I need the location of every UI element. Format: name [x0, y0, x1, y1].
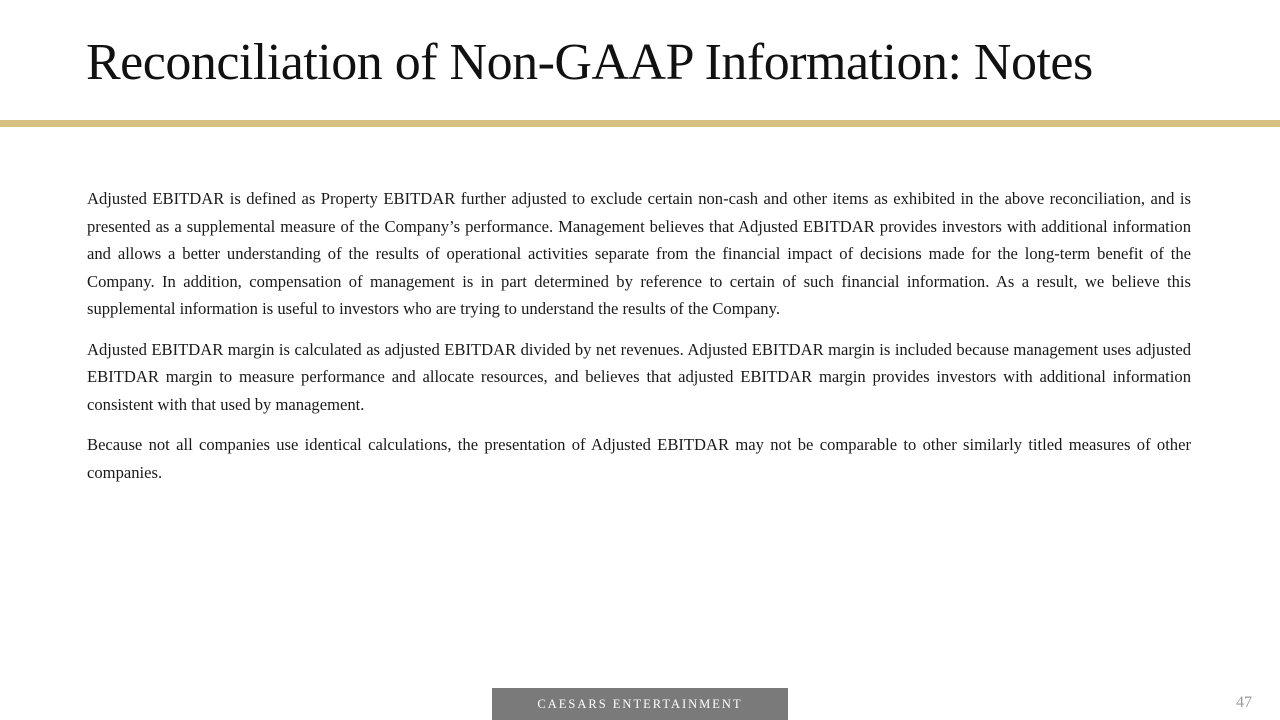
footer-brand-banner: [492, 688, 788, 720]
notes-body: [87, 185, 1191, 499]
slide-title: Reconciliation of Non-GAAP Information: Notes: [86, 34, 1093, 91]
note-paragraph-comparability: Because not all companies use identical calculations, the presentation of Adjusted EBITDAR may not be comparable to other similarly titled measures of other companies.: [87, 435, 1191, 482]
page-number: 47: [1236, 694, 1252, 711]
note-paragraph-ebitdar-margin: Adjusted EBITDAR margin is calculated as adjusted EBITDAR divided by net revenues. Adjusted EBITDAR margin is included because management uses adjusted EBITDAR margin to measure performance and allocate resources, and believes that adjusted EBITDAR margin provides investors with additional information consistent with that used by management.: [87, 339, 1191, 414]
footer-brand-text: CAESARS ENTERTAINMENT: [537, 696, 743, 711]
title-divider: [0, 120, 1280, 127]
note-paragraph-adjusted-ebitdar-definition: Adjusted EBITDAR is defined as Property EBITDAR further adjusted to exclude certain non-cash and other items as exhibited in the above reconciliation, and is presented as a supplemental measure of the Company’s performance. Management believes that Adjusted EBITDAR provides investors with additional information and allows a better understanding of the results of operational activities separate from the financial impact of decisions made for the long-term benefit of the Company. In addition, compensation of management is in part determined by reference to certain of such financial information. As a result, we believe this supplemental information is useful to investors who are trying to understand the results of the Company.: [87, 189, 1191, 318]
